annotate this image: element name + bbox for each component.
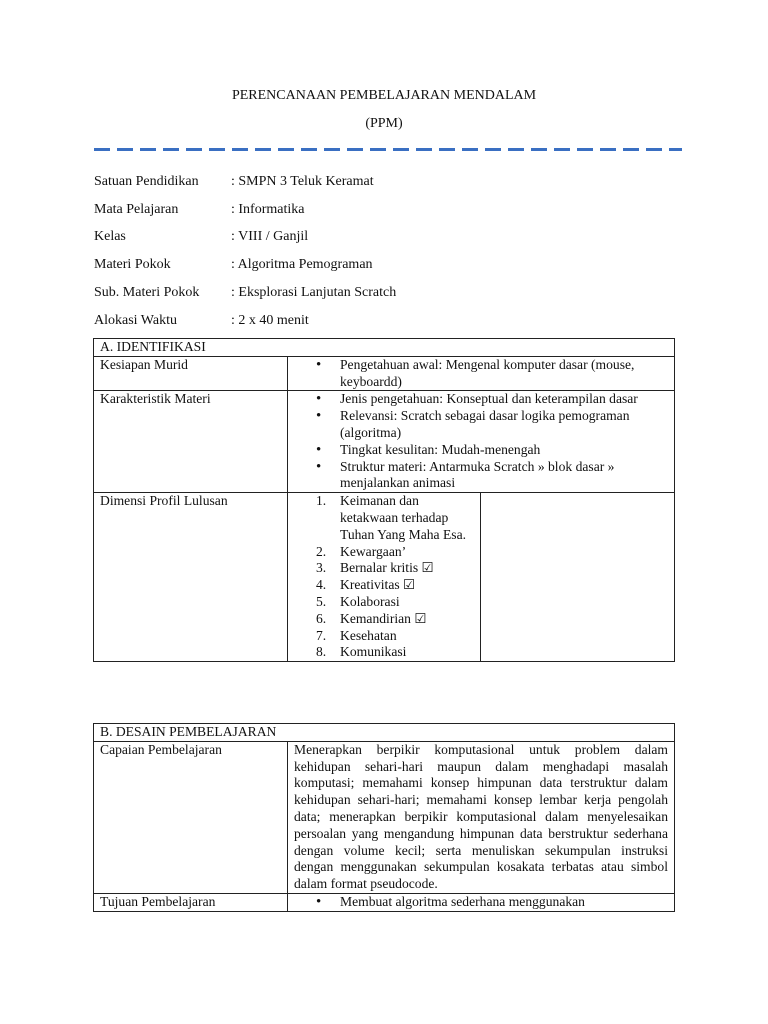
list-text: Kesehatan	[340, 627, 397, 643]
document-title: PERENCANAAN PEMBELAJARAN MENDALAM	[231, 88, 537, 103]
list-item: • Struktur materi: Antarmuka Scratch » blok dasar » menjalankan animasi	[294, 459, 668, 493]
list-item	[294, 628, 474, 645]
list-number: 8.	[316, 644, 327, 660]
row-content-capaian: Menerapkan berpikir komputasional untuk problem dalam kehidupan sehari-hari maupun dalam menghadapi masalah komputasi; memahami konsep himpunan data terstruktur dalam kehidupan sehari-hari; memahami konsep lembar kerja pengolah data; menerapkan berpikir komputasional dalam menyelesaikan persoalan yang mengandung himpunan data berstruktur sederhana dengan volume kecil; serta menuliskan sekumpulan instruksi dengan menggunakan sekumpulan kosakata terbatas atau simbol dalam format pseudocode.	[288, 741, 675, 893]
row-content-dimensi	[288, 493, 675, 662]
table-row	[94, 339, 675, 357]
info-row	[94, 224, 396, 252]
list-item: • Membuat algoritma sederhana menggunakan	[294, 894, 668, 911]
info-row	[94, 168, 396, 196]
dashed-divider	[94, 148, 682, 151]
dimensi-split	[294, 493, 668, 661]
row-content-tujuan	[288, 893, 675, 911]
list-item	[294, 560, 474, 577]
row-content-karakteristik	[288, 391, 675, 493]
row-content-kesiapan	[288, 356, 675, 391]
info-label: Sub. Materi Pokok	[94, 285, 200, 301]
list-text: Komunikasi	[340, 644, 407, 660]
table-row	[94, 391, 675, 493]
numbered-list	[294, 493, 474, 661]
list-text: Bernalar kritis ☑	[340, 560, 434, 576]
list-number: 1.	[316, 493, 327, 509]
list-item: • Relevansi: Scratch sebagai dasar logika pemograman (algoritma)	[294, 408, 668, 442]
list-text: Kolaborasi	[340, 593, 400, 609]
row-label-kesiapan: Kesiapan Murid	[94, 356, 288, 391]
row-label-dimensi: Dimensi Profil Lulusan	[94, 493, 288, 662]
bullet-list	[294, 391, 668, 492]
row-label-tujuan: Tujuan Pembelajaran	[94, 893, 288, 911]
info-row	[94, 307, 396, 335]
info-value: : VIII / Ganjil	[231, 229, 309, 245]
info-value: : 2 x 40 menit	[231, 312, 309, 328]
info-value: : Eksplorasi Lanjutan Scratch	[231, 285, 397, 301]
table-row	[94, 741, 675, 893]
info-label: Materi Pokok	[94, 257, 171, 273]
list-number: 2.	[316, 543, 327, 559]
document-subtitle: (PPM)	[365, 116, 403, 131]
info-value: : SMPN 3 Teluk Keramat	[231, 173, 374, 189]
info-value: : Informatika	[231, 201, 305, 217]
list-number: 5.	[316, 593, 327, 609]
list-text: Kemandirian ☑	[340, 610, 427, 626]
design-table	[93, 723, 675, 912]
list-item: • Tingkat kesulitan: Mudah-menengah	[294, 442, 668, 459]
list-number: 7.	[316, 627, 327, 643]
bullet-list	[294, 357, 668, 391]
list-number: 4.	[316, 577, 327, 593]
list-item: • Pengetahuan awal: Mengenal komputer dasar (mouse, keyboardd)	[294, 357, 668, 391]
info-row	[94, 279, 396, 307]
list-item	[294, 594, 474, 611]
list-text: Kreativitas ☑	[340, 577, 416, 593]
table-row	[94, 893, 675, 911]
list-number: 3.	[316, 560, 327, 576]
row-label-capaian: Capaian Pembelajaran	[94, 741, 288, 893]
list-item: • Jenis pengetahuan: Konseptual dan keterampilan dasar	[294, 391, 668, 408]
list-text: Kewargaan’	[340, 543, 407, 559]
info-row	[94, 196, 396, 224]
list-text: Keimanan dan ketakwaan terhadap Tuhan Yang Maha Esa.	[340, 493, 466, 542]
list-item	[294, 493, 474, 543]
info-block	[94, 168, 396, 335]
table-row	[94, 724, 675, 742]
info-row	[94, 251, 396, 279]
list-item	[294, 577, 474, 594]
identification-table	[93, 338, 675, 662]
table-row	[94, 356, 675, 391]
table-row	[94, 493, 675, 662]
list-item	[294, 544, 474, 561]
section-heading-desain: B. DESAIN PEMBELAJARAN	[94, 724, 675, 742]
bullet-list	[294, 894, 668, 911]
info-value: : Algoritma Pemograman	[231, 257, 373, 273]
section-heading-identifikasi: A. IDENTIFIKASI	[94, 339, 675, 357]
info-label: Satuan Pendidikan	[94, 173, 199, 189]
list-item	[294, 611, 474, 628]
info-label: Kelas	[94, 229, 126, 245]
row-label-karakteristik: Karakteristik Materi	[94, 391, 288, 493]
info-label: Mata Pelajaran	[94, 201, 179, 217]
dimensi-list-cell	[288, 493, 481, 661]
info-label: Alokasi Waktu	[94, 312, 177, 328]
list-number: 6.	[316, 610, 327, 626]
list-item	[294, 644, 474, 661]
